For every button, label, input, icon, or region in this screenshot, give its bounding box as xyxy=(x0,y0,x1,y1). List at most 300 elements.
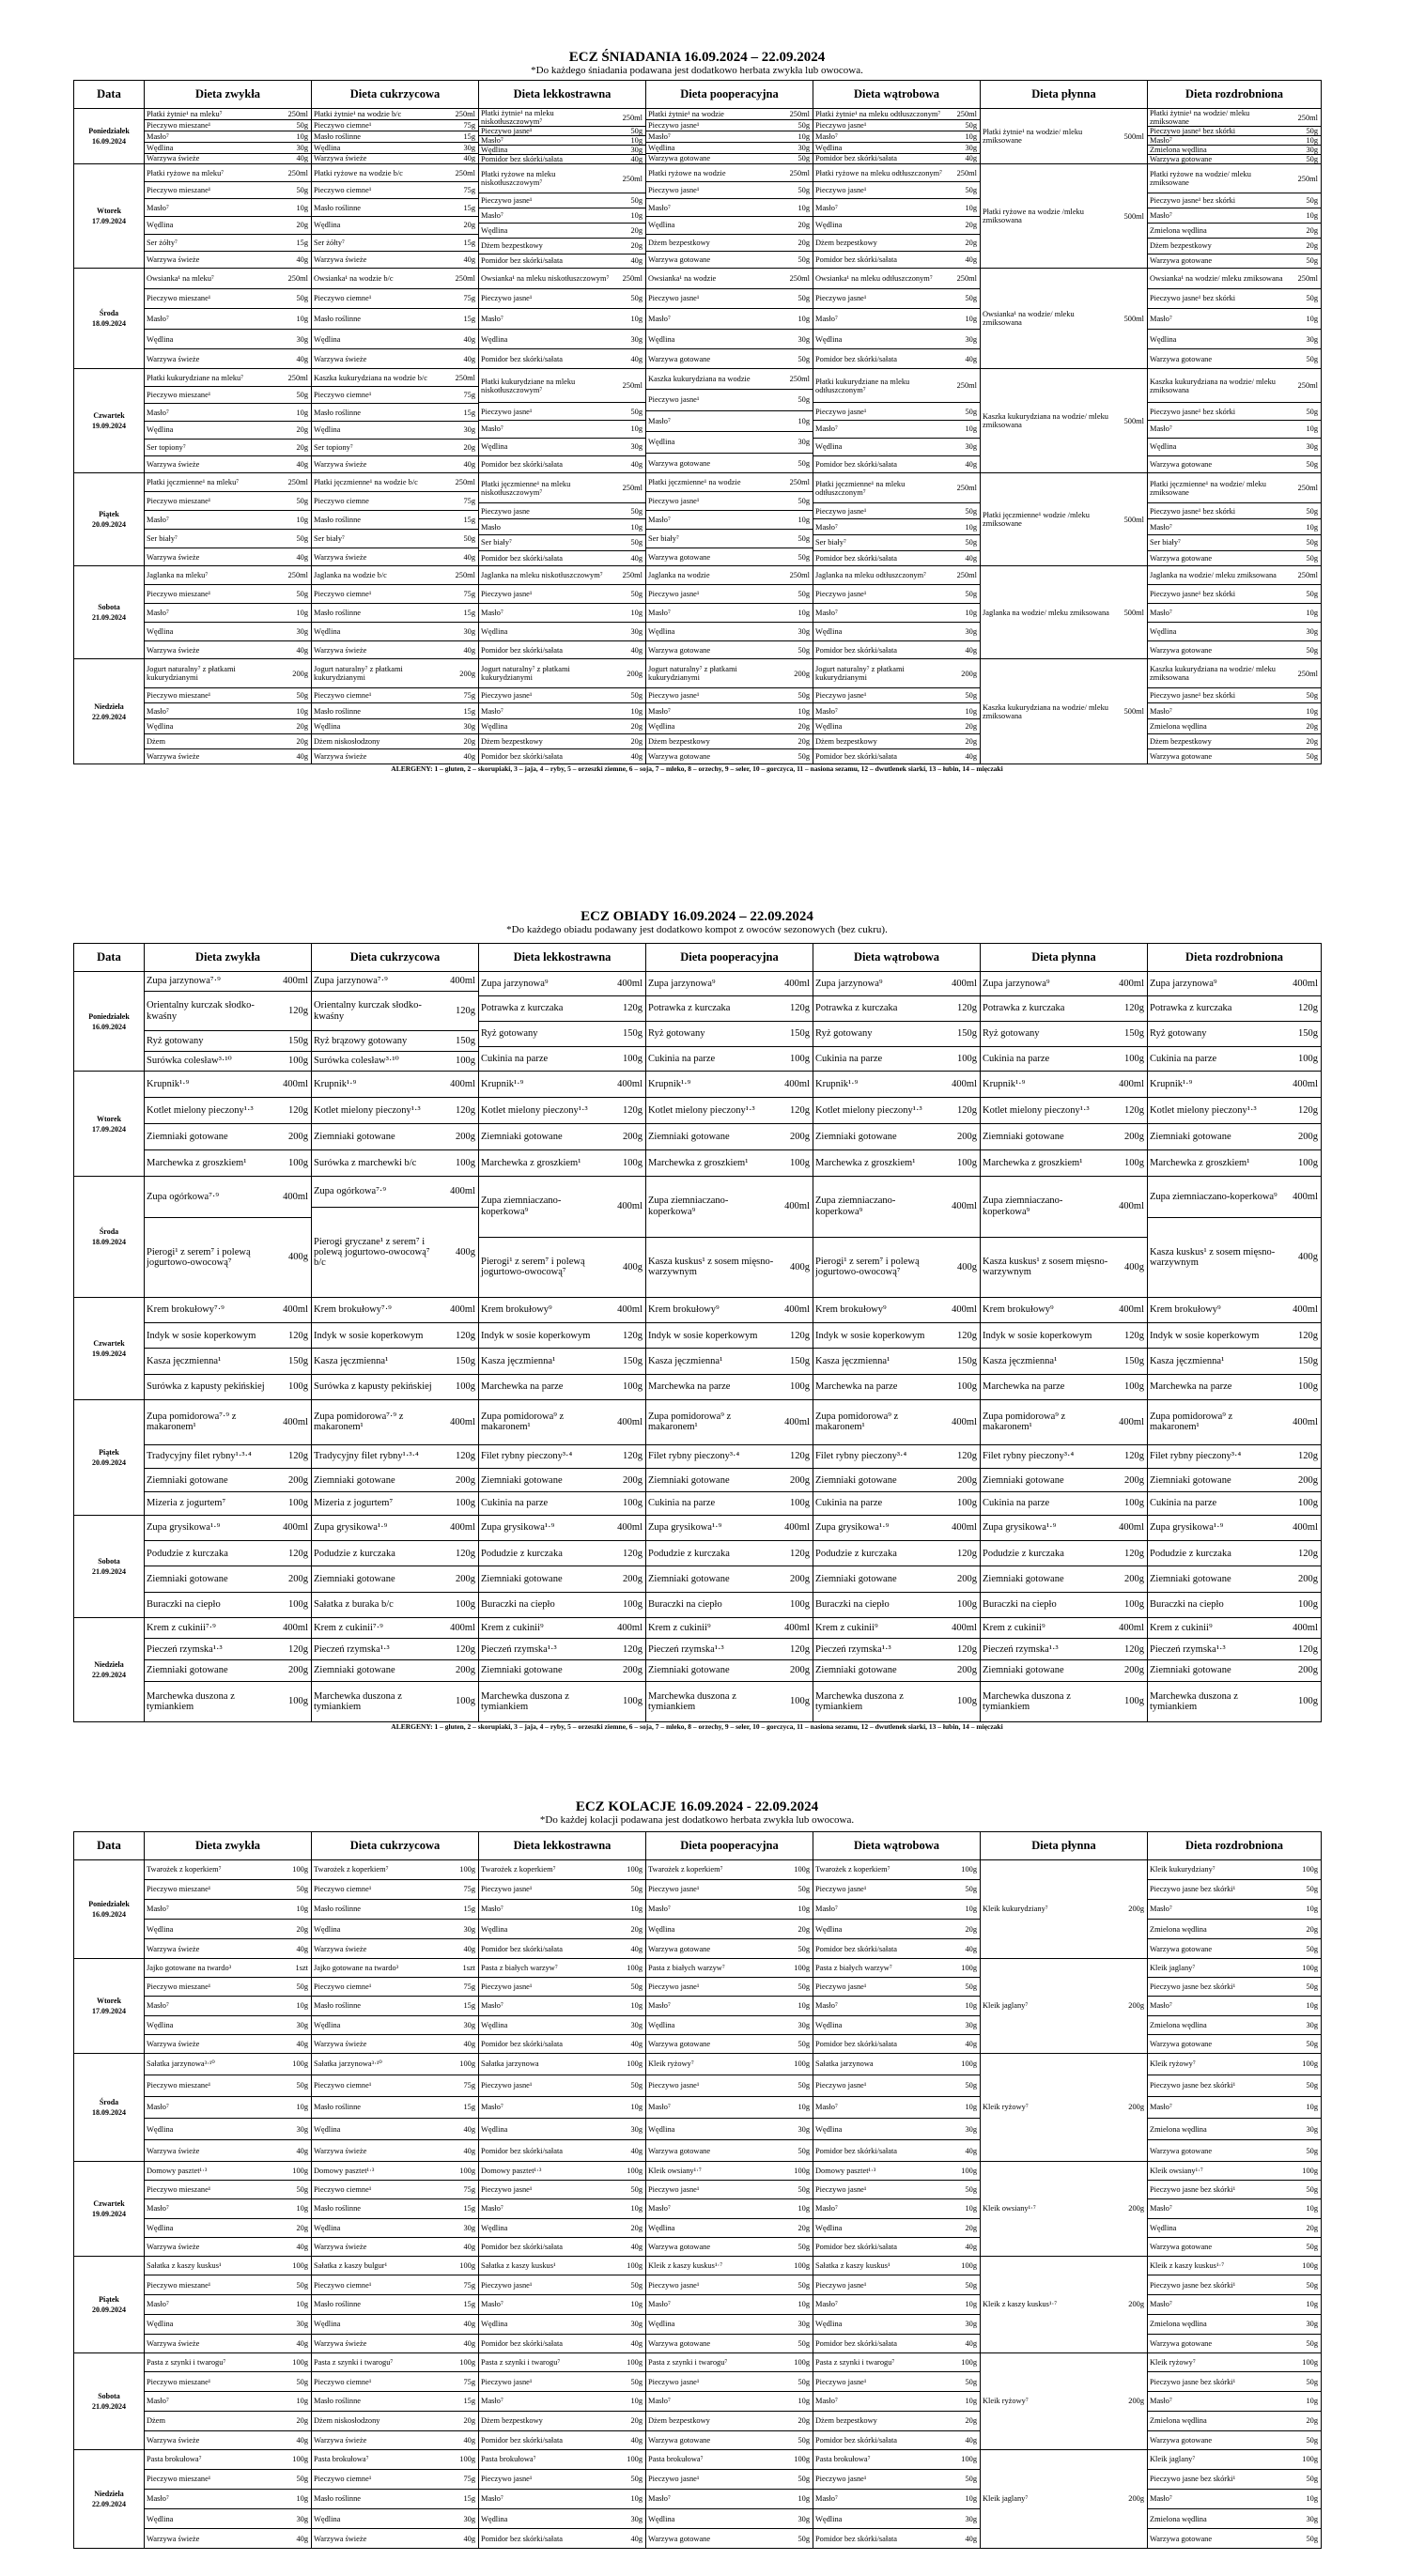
meal-items xyxy=(479,1177,645,1297)
item-name: Pasta z szynki i twarogu⁷ xyxy=(648,2358,728,2368)
diet-cell xyxy=(312,1177,479,1298)
meal-items xyxy=(981,1905,1147,1913)
item-quantity: 10g xyxy=(278,2096,311,2118)
meal-item xyxy=(813,1920,980,1939)
diet-cell xyxy=(813,1298,981,1400)
item-quantity: 10g xyxy=(947,2096,980,2118)
day-date: 22.09.2024 xyxy=(92,712,126,721)
meal-item xyxy=(1148,1492,1321,1515)
item-quantity: 120g xyxy=(1110,1322,1147,1349)
item-name: Kleik owsiany¹·⁷ xyxy=(983,2204,1036,2214)
meal-item xyxy=(1148,1566,1321,1593)
day-name: Piątek xyxy=(99,1448,119,1457)
item-quantity: 30g xyxy=(947,2314,980,2334)
item-name: Marchewka z groszkiem¹ xyxy=(646,1150,776,1176)
item-quantity: 50g xyxy=(780,2275,813,2295)
meal-items xyxy=(145,2353,311,2449)
item-name: Sałatka jarzynowa xyxy=(481,2059,539,2069)
item-quantity: 10g xyxy=(947,1899,980,1919)
item-name: Cukinia na parze xyxy=(981,1492,1110,1515)
item-quantity: 50g xyxy=(1288,193,1321,208)
meal-item xyxy=(312,119,478,131)
item-name: Warzywa gotowane xyxy=(646,1939,780,1958)
item-quantity: 15g xyxy=(445,131,478,142)
item-quantity: 30g xyxy=(1288,622,1321,640)
meal-item xyxy=(1148,1959,1321,1977)
item-quantity: 150g xyxy=(943,1349,980,1375)
meal-item xyxy=(646,109,813,119)
item-quantity: 40g xyxy=(612,155,645,164)
item-name: Masło roślinne xyxy=(312,131,445,142)
item-name: Indyk w sosie koperkowym xyxy=(1148,1322,1284,1349)
item-quantity: 100g xyxy=(627,2261,643,2271)
item-quantity: 400ml xyxy=(1293,1191,1318,1202)
item-quantity: 120g xyxy=(1110,1444,1147,1468)
meal-item xyxy=(646,2218,813,2237)
meal-item xyxy=(145,252,311,269)
meal-item xyxy=(145,142,311,153)
item-quantity: 15g xyxy=(445,2295,478,2315)
item-name: Podudzie z kurczaka xyxy=(1148,1540,1284,1566)
item-quantity: 40g xyxy=(278,349,311,369)
item-quantity: 200g xyxy=(943,1123,980,1149)
meal-item xyxy=(981,703,1147,720)
item-name: Wędlina xyxy=(1148,438,1288,455)
item-name: Krupnik¹·⁹ xyxy=(314,1078,357,1089)
meal-items xyxy=(312,1177,478,1297)
item-name: Pomidor bez skórki/sałata xyxy=(479,2529,612,2548)
item-quantity: 250ml xyxy=(1297,273,1318,283)
item-quantity: 50g xyxy=(1288,2180,1321,2198)
item-name: Płatki jęczmienne¹ na wodzie/ mleku zmiksowane xyxy=(1150,479,1266,497)
meal-item xyxy=(981,1660,1147,1682)
meal-items xyxy=(312,269,478,368)
item-name: Ziemniaki gotowane xyxy=(145,1566,274,1593)
day-row xyxy=(74,2450,1322,2549)
day-date: 21.09.2024 xyxy=(92,1567,126,1576)
meal-item xyxy=(1148,2119,1321,2140)
item-quantity: 400ml xyxy=(1293,1622,1318,1633)
meal-items xyxy=(646,1298,813,1399)
meal-item xyxy=(479,566,645,584)
menu-table xyxy=(73,80,1322,764)
item-quantity: 250ml xyxy=(622,381,643,391)
item-name: Masło roślinne xyxy=(312,309,445,330)
day-date: 20.09.2024 xyxy=(92,520,126,530)
item-name: Pieczywo ciemne¹ xyxy=(312,584,445,603)
item-name: Warzywa świeże xyxy=(312,548,445,565)
item-quantity: 10g xyxy=(278,1997,311,2015)
item-name: Podudzie z kurczaka xyxy=(479,1540,609,1566)
diet-cell xyxy=(981,972,1148,1072)
item-name: Sałatka z kaszy kuskus¹ xyxy=(481,2261,556,2271)
meal-item xyxy=(145,529,311,548)
diet-cell xyxy=(981,473,1148,566)
item-quantity: 10g xyxy=(612,2392,645,2412)
meal-item xyxy=(646,2411,813,2430)
meal-item xyxy=(1148,603,1321,622)
item-quantity: 100g xyxy=(459,2166,475,2175)
meal-item xyxy=(312,1977,478,1996)
meal-item xyxy=(479,749,645,764)
item-name: Pieczywo jasne xyxy=(479,503,612,519)
item-name: Krem brokułowy⁷·⁹ xyxy=(147,1304,225,1316)
meal-item xyxy=(813,1469,980,1492)
meal-item xyxy=(1148,421,1321,439)
item-name: Masło⁷ xyxy=(145,131,278,142)
day-row xyxy=(74,164,1322,269)
item-name: Pieczywo jasne¹ bez skórki xyxy=(1148,688,1288,703)
day-date: 18.09.2024 xyxy=(92,319,126,329)
meal-item xyxy=(312,734,478,749)
item-name: Warzywa świeże xyxy=(312,456,445,473)
meal-item xyxy=(646,2075,813,2096)
item-name: Pieczywo jasne¹ xyxy=(646,584,780,603)
meal-item xyxy=(479,1469,645,1492)
item-quantity: 40g xyxy=(445,548,478,565)
item-name: Warzywa świeże xyxy=(312,749,445,764)
day-row xyxy=(74,1298,1322,1400)
item-quantity: 100g xyxy=(627,2358,643,2368)
meal-item xyxy=(646,996,813,1022)
diet-cell xyxy=(646,1618,813,1722)
meal-items xyxy=(145,2054,311,2161)
meal-item xyxy=(981,1177,1147,1237)
item-name: Pieczywo jasne¹ xyxy=(813,503,947,519)
meal-item xyxy=(145,2119,311,2140)
diet-cell xyxy=(813,2162,981,2257)
meal-item xyxy=(1148,1177,1321,1217)
meal-item xyxy=(813,2275,980,2295)
item-quantity: 50g xyxy=(1288,403,1321,421)
meal-item xyxy=(813,1444,980,1468)
item-quantity: 30g xyxy=(612,2314,645,2334)
meal-item xyxy=(646,1469,813,1492)
item-name: Kleik kukurydziany⁷ xyxy=(1150,1865,1215,1874)
item-quantity: 30g xyxy=(1288,329,1321,349)
diet-cell xyxy=(145,1959,312,2054)
meal-item xyxy=(646,1860,813,1879)
meal-item xyxy=(981,208,1147,224)
item-name: Warzywa gotowane xyxy=(1148,2140,1288,2161)
item-quantity: 120g xyxy=(1284,1639,1321,1660)
item-name: Buraczki na ciepło xyxy=(813,1593,943,1617)
item-quantity: 10g xyxy=(780,131,813,142)
item-name: Pieczywo jasne¹ xyxy=(479,403,612,421)
meal-item xyxy=(646,688,813,703)
item-quantity: 50g xyxy=(612,535,645,551)
meal-item xyxy=(479,718,645,733)
meal-item xyxy=(813,1177,980,1237)
meal-items xyxy=(1148,473,1321,565)
item-name: Pomidor bez skórki/sałata xyxy=(813,455,947,472)
meal-item xyxy=(813,1566,980,1593)
item-name: Warzywa gotowane xyxy=(1148,2334,1288,2352)
day-row xyxy=(74,1959,1322,2054)
item-name: Wędlina xyxy=(646,622,780,640)
item-name: Krem brokułowy⁹ xyxy=(983,1304,1054,1316)
item-quantity: 10g xyxy=(278,603,311,622)
item-quantity: 400ml xyxy=(784,1622,810,1633)
item-name: Masło⁷ xyxy=(479,1997,612,2015)
meal-item xyxy=(646,2314,813,2334)
item-quantity: 30g xyxy=(612,2509,645,2529)
item-name: Pieczywo jasne¹ xyxy=(813,2275,947,2295)
item-name: Masło⁷ xyxy=(646,2199,780,2218)
meal-item xyxy=(646,2353,813,2372)
meal-item xyxy=(145,369,311,386)
item-quantity: 15g xyxy=(445,510,478,529)
meal-item xyxy=(813,1516,980,1540)
item-name: Pieczywo jasne¹ xyxy=(813,2469,947,2489)
diet-cell xyxy=(1148,109,1322,164)
meal-item xyxy=(646,181,813,199)
item-name: Pieczywo jasne¹ xyxy=(813,403,947,421)
meal-item xyxy=(813,1681,980,1721)
item-name: Krem z cukinii⁷·⁹ xyxy=(147,1622,216,1633)
item-quantity: 250ml xyxy=(956,109,977,118)
item-quantity: 75g xyxy=(445,2469,478,2489)
meal-item xyxy=(312,2054,478,2075)
item-quantity: 20g xyxy=(780,1920,813,1939)
item-quantity: 200g xyxy=(1110,1123,1147,1149)
diet-column-header: Dieta wątrobowa xyxy=(813,81,981,109)
item-quantity: 30g xyxy=(780,2509,813,2529)
meal-item xyxy=(1148,349,1321,369)
item-quantity: 40g xyxy=(947,2238,980,2256)
item-name: Pieczywo jasne¹ xyxy=(813,2180,947,2198)
meal-item xyxy=(1148,1618,1321,1639)
meal-item xyxy=(312,1208,478,1297)
item-name: Kotlet mielony pieczony¹·³ xyxy=(981,1097,1110,1123)
item-quantity: 10g xyxy=(278,2295,311,2315)
meal-item xyxy=(646,1660,813,1682)
item-quantity: 10g xyxy=(1288,2489,1321,2508)
meal-item xyxy=(479,1540,645,1566)
item-name: Kotlet mielony pieczony¹·³ xyxy=(1148,1097,1284,1123)
diet-cell xyxy=(981,1618,1148,1722)
meal-item xyxy=(145,164,311,181)
item-quantity: 40g xyxy=(278,2430,311,2449)
meal-item xyxy=(479,329,645,349)
diet-cell xyxy=(981,164,1148,269)
item-name: Ser topiony⁷ xyxy=(312,439,445,456)
meal-item xyxy=(145,456,311,473)
meal-item xyxy=(145,2096,311,2118)
item-quantity: 1szt xyxy=(462,1963,475,1972)
item-quantity: 100g xyxy=(292,2059,308,2069)
item-name: Zupa ziemniaczano-koperkowa⁹ xyxy=(815,1195,896,1217)
meal-item xyxy=(145,1997,311,2015)
diet-cell xyxy=(813,2450,981,2549)
diet-column-header: Dieta rozdrobniona xyxy=(1148,944,1322,972)
meal-item xyxy=(981,1681,1147,1721)
item-quantity: 50g xyxy=(780,2238,813,2256)
item-name: Wędlina xyxy=(145,329,278,349)
item-quantity: 40g xyxy=(947,2430,980,2449)
item-name: Filet rybny pieczony³·⁴ xyxy=(813,1444,943,1468)
meal-items xyxy=(479,1072,645,1176)
meal-items xyxy=(646,1177,813,1297)
day-cell xyxy=(74,659,145,764)
item-quantity: 40g xyxy=(278,2140,311,2161)
diet-cell xyxy=(1148,1177,1322,1298)
meal-items xyxy=(981,703,1147,720)
item-quantity: 40g xyxy=(445,2119,478,2140)
item-name: Krem brokułowy⁹ xyxy=(648,1304,720,1316)
meal-item xyxy=(646,2015,813,2034)
item-quantity: 100g xyxy=(1110,1492,1147,1515)
item-name: Warzywa gotowane xyxy=(646,2430,780,2449)
item-quantity: 10g xyxy=(612,136,645,146)
item-quantity: 50g xyxy=(947,2275,980,2295)
meal-item xyxy=(312,1375,478,1399)
item-name: Zupa grysikowa¹·⁹ xyxy=(481,1522,555,1534)
item-name: Warzywa gotowane xyxy=(646,252,780,269)
meal-item xyxy=(145,2015,311,2034)
item-quantity: 50g xyxy=(612,584,645,603)
meal-item xyxy=(479,603,645,622)
item-name: Pomidor bez skórki/sałata xyxy=(813,252,947,269)
date-column-header: Data xyxy=(74,81,145,109)
item-name: Masło⁷ xyxy=(145,2489,278,2508)
meal-item xyxy=(145,2450,311,2469)
meal-item xyxy=(646,142,813,153)
item-quantity: 100g xyxy=(943,1593,980,1617)
meal-item xyxy=(1148,503,1321,519)
meal-item xyxy=(1148,1593,1321,1617)
item-name: Warzywa świeże xyxy=(312,252,445,269)
meal-item xyxy=(312,216,478,234)
meal-item xyxy=(479,146,645,155)
item-name: Ziemniaki gotowane xyxy=(813,1566,943,1593)
meal-item xyxy=(813,109,980,119)
item-quantity: 10g xyxy=(947,1997,980,2015)
item-quantity: 50g xyxy=(780,349,813,369)
meal-item xyxy=(646,1177,813,1237)
diet-column-header: Dieta wątrobowa xyxy=(813,944,981,972)
meal-item xyxy=(813,199,980,217)
item-name: Płatki ryżowe na mleku niskotłuszczowym⁷ xyxy=(481,170,556,188)
item-quantity: 50g xyxy=(947,503,980,519)
meal-items xyxy=(1148,1177,1321,1297)
item-quantity: 20g xyxy=(612,734,645,749)
meal-item xyxy=(813,972,980,996)
day-date: 19.09.2024 xyxy=(92,1350,126,1358)
meal-items xyxy=(479,1959,645,2053)
item-quantity: 40g xyxy=(612,455,645,472)
item-quantity: 200g xyxy=(1110,1469,1147,1492)
lunch-table xyxy=(73,943,1321,1722)
item-quantity: 50g xyxy=(947,2372,980,2392)
diet-cell xyxy=(813,2353,981,2450)
item-quantity: 200g xyxy=(776,1660,813,1682)
item-quantity: 50g xyxy=(780,584,813,603)
header-row xyxy=(74,81,1322,109)
item-quantity: 120g xyxy=(776,1540,813,1566)
item-name: Krem z cukinii⁹ xyxy=(1150,1622,1213,1633)
meal-item xyxy=(1148,550,1321,565)
meal-item xyxy=(145,1349,311,1375)
item-quantity: 10g xyxy=(947,199,980,217)
item-quantity: 15g xyxy=(445,2096,478,2118)
meal-items xyxy=(145,566,311,658)
item-quantity: 50g xyxy=(1288,155,1321,164)
day-name: Piątek xyxy=(99,2295,119,2304)
item-quantity: 40g xyxy=(445,749,478,764)
meal-item xyxy=(646,199,813,217)
meal-item xyxy=(145,1977,311,1996)
item-name: Zmielona wędlina xyxy=(1148,718,1288,733)
item-quantity: 20g xyxy=(445,216,478,234)
diet-cell xyxy=(1148,1072,1322,1177)
item-name: Masło⁷ xyxy=(813,2199,947,2218)
item-name: Warzywa gotowane xyxy=(1148,550,1288,565)
meal-items xyxy=(145,2162,311,2256)
day-cell xyxy=(74,269,145,369)
item-quantity: 400ml xyxy=(283,1416,308,1427)
item-quantity: 75g xyxy=(445,491,478,510)
breakfast-table xyxy=(73,80,1321,764)
item-quantity: 150g xyxy=(274,1030,311,1051)
item-name: Potrawka z kurczaka xyxy=(981,996,1110,1022)
meal-item xyxy=(813,749,980,764)
item-quantity: 30g xyxy=(445,718,478,733)
item-quantity: 100g xyxy=(627,2455,643,2464)
item-quantity: 10g xyxy=(278,510,311,529)
meal-item xyxy=(479,369,645,402)
meal-items xyxy=(813,473,980,565)
item-quantity: 75g xyxy=(445,2180,478,2198)
meal-item xyxy=(312,2075,478,2096)
meal-items xyxy=(1148,1400,1321,1515)
item-quantity: 30g xyxy=(445,622,478,640)
meal-item xyxy=(981,1150,1147,1176)
item-quantity: 10g xyxy=(947,2489,980,2508)
meal-item xyxy=(145,1639,311,1660)
meal-item xyxy=(646,1492,813,1515)
item-quantity: 100g xyxy=(459,2358,475,2368)
item-name: Krem z cukinii⁷·⁹ xyxy=(314,1622,383,1633)
item-quantity: 100g xyxy=(274,1593,311,1617)
meal-item xyxy=(145,2392,311,2412)
meal-item xyxy=(813,2469,980,2489)
meal-items xyxy=(813,972,980,1071)
item-name: Jaglanka na mleku niskotłuszczowym⁷ xyxy=(481,571,603,580)
meal-item xyxy=(312,1400,478,1444)
item-quantity: 100g xyxy=(1110,1593,1147,1617)
item-name: Wędlina xyxy=(646,718,780,733)
diet-cell xyxy=(813,566,981,659)
item-name: Warzywa świeże xyxy=(312,2140,445,2161)
item-name: Wędlina xyxy=(813,2509,947,2529)
day-date: 21.09.2024 xyxy=(92,2402,126,2411)
meal-item xyxy=(1148,519,1321,535)
item-name: Masło⁷ xyxy=(479,2489,612,2508)
meal-item xyxy=(479,703,645,718)
item-name: Pomidor bez skórki/sałata xyxy=(479,455,612,472)
item-quantity: 75g xyxy=(445,288,478,309)
item-name: Masło⁷ xyxy=(1148,2392,1288,2412)
item-quantity: 30g xyxy=(947,622,980,640)
item-quantity: 30g xyxy=(1288,146,1321,155)
meal-item xyxy=(646,453,813,472)
meal-item xyxy=(981,972,1147,996)
item-name: Owsianka¹ na wodzie b/c xyxy=(314,273,394,283)
item-name: Wędlina xyxy=(479,329,612,349)
item-quantity: 100g xyxy=(441,1593,478,1617)
item-quantity: 200g xyxy=(1284,1566,1321,1593)
